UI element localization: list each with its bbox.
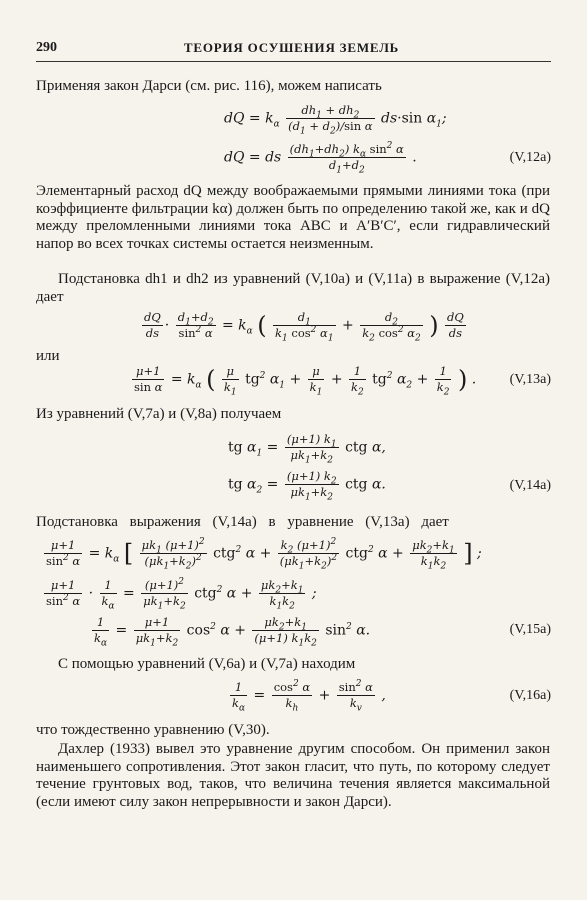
equation-number-16a: (V,16а): [509, 688, 551, 703]
paragraph-dachler: Дахлер (1933) вывел это уравнение другим способом. Он применил закон наименьшего сопротивления. Этот закон гласит, что путь, по которому следует течение грунтовых вод, таков, что величина течения является максимальной (если имеют силу закон непрерывности и закон Дарси).: [36, 741, 550, 810]
word-or: или: [36, 348, 60, 364]
equation-expanded-1: $\frac{\mu+1}{\sin^2 \alpha}$ = $k_\alpha$ [ $\frac{\mu k_1 (\mu+1)^2}{(\mu k_1+k_2)^2}$ ctg$^2$ α + $\frac{k_2 (\mu+1)^2}{(\mu k_1+k_2)^2}$ ctg$^2$ α + $\frac{\mu k_2+k_1}{k_1k_2}$ ] ;: [46, 537, 482, 572]
equation-number-14a: (V,14а): [509, 478, 551, 493]
equation-tg-alpha1: tg $\alpha_1$ = $\frac{(\mu+1) k_1}{\mu k_1+k_2}$ ctg α,: [228, 432, 386, 466]
equation-number-13a: (V,13а): [509, 372, 551, 387]
paragraph-darcy-intro: Применяя закон Дарси (см. рис. 116), можем написать: [36, 78, 382, 94]
page-header: [36, 40, 547, 60]
equation-substitution: $\frac{dQ}{ds}$ · $\frac{d_1+d_2}{\sin^2 \alpha}$ = $k_\alpha$ ( $\frac{d_1}{k_1 \cos^2 \alpha_1}$ + $\frac{d_2}{k_2 \cos^2 \alpha_2}$ ) $\frac{dQ}{ds}$: [144, 310, 464, 344]
paragraph-elementary-flow: Элементарный расход dQ между воображаемыми прямыми линиями тока (при коэффициенте фильтрации kα) должен быть по определению такой же, как и dQ между преломленными линиями тока ABC и A′B′C′, если гидравлический напор во всех точках системы остается неизменным.: [36, 183, 550, 252]
equation-expanded-2: $\frac{\mu+1}{\sin^2 \alpha}$ · $\frac{1}{k_\alpha}$ = $\frac{(\mu+1)^2}{\mu k_1+k_2}$ ctg$^2$ α + $\frac{\mu k_2+k_1}{k_1k_2}$ ;: [46, 577, 317, 612]
equation-number-12a: (V,12а): [509, 150, 551, 165]
paragraph-substitution-2: Подстановка выражения (V,14а) в уравнение (V,13а) дает: [36, 514, 449, 530]
paragraph-substitution-1: Подстановка dh1 и dh2 из уравнений (V,10а) и (V,11а) в выражение (V,12а) дает: [36, 271, 550, 305]
running-title: ТЕОРИЯ ОСУШЕНИЯ ЗЕМЕЛЬ: [183, 40, 400, 55]
equation-15a: $\frac{1}{k_\alpha}$ = $\frac{\mu+1}{\mu k_1+k_2}$ $\cos^2 \alpha$ + $\frac{\mu k_2+k_1}{(\mu+1) k_1k_2}$ $\sin^2 \alpha$.: [94, 615, 371, 649]
paragraph-identical: что тождественно уравнению (V,30).: [36, 722, 270, 738]
paragraph-from-equations: Из уравнений (V,7а) и (V,8а) получаем: [36, 406, 282, 422]
equation-dq-1: dQ = $k_\alpha$ $\frac{dh_1 + dh_2}{(d_1 + d_2)/\sin \alpha}$ ds·sin $\alpha_1$;: [224, 103, 447, 137]
header-rule: [36, 61, 551, 62]
paragraph-with-help: С помощью уравнений (V,6а) и (V,7а) находим: [58, 656, 356, 672]
equation-dq-2: dQ = ds $\frac{(dh_1+dh_2) k_\alpha \sin^2 \alpha}{d_1+d_2}$ .: [224, 141, 417, 176]
equation-16a: $\frac{1}{k_\alpha}$ = $\frac{\cos^2 \alpha}{k_h}$ + $\frac{\sin^2 \alpha}{k_v}$ ,: [232, 679, 386, 714]
equation-number-15a: (V,15а): [509, 622, 551, 637]
equation-13a: $\frac{\mu+1}{\text{sin α}}$ = $k_\alpha$ ( $\frac{\mu}{k_1}$ $tg^2$ $\alpha_1$ + $\frac{\mu}{k_1}$ + $\frac{1}{k_2}$ $tg^2$ $\alpha_2$ + $\frac{1}{k_2}$ ) .: [134, 364, 477, 398]
page-number: 290: [36, 40, 57, 55]
equation-tg-alpha2: tg $\alpha_2$ = $\frac{(\mu+1) k_2}{\mu k_1+k_2}$ ctg α.: [228, 469, 386, 503]
